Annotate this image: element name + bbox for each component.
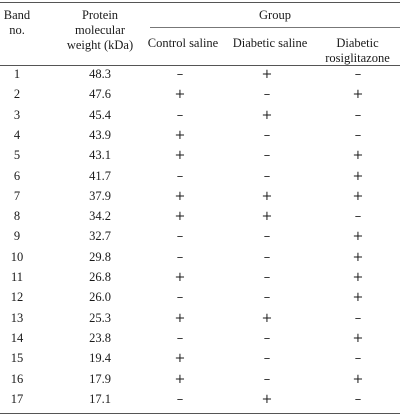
- diabetic-saline-cell: +: [261, 107, 273, 123]
- header-band-no: Band no.: [3, 8, 31, 37]
- diabetic-saline-cell: –: [263, 330, 271, 346]
- diabetic-rosiglitazone-cell: –: [354, 127, 362, 143]
- molecular-weight-cell: 29.8: [89, 249, 111, 264]
- diabetic-rosiglitazone-cell: +: [352, 168, 364, 184]
- control-saline-cell: +: [174, 209, 186, 225]
- molecular-weight-cell: 25.3: [89, 310, 111, 325]
- molecular-weight-cell: 17.1: [89, 391, 111, 406]
- control-saline-cell: +: [174, 270, 186, 285]
- band-number-cell: 7: [13, 188, 21, 203]
- band-number-cell: 9: [13, 229, 21, 244]
- molecular-weight-cell: 26.8: [89, 270, 111, 284]
- diabetic-rosiglitazone-cell: –: [354, 391, 362, 407]
- diabetic-saline-cell: –: [263, 270, 271, 285]
- diabetic-saline-cell: +: [261, 391, 273, 407]
- control-saline-cell: +: [174, 87, 186, 103]
- diabetic-saline-cell: +: [261, 209, 273, 225]
- header-diabetic-saline: Diabetic saline: [232, 36, 308, 50]
- molecular-weight-cell: 43.1: [89, 148, 111, 163]
- control-saline-cell: +: [174, 127, 186, 143]
- diabetic-rosiglitazone-cell: –: [354, 107, 362, 123]
- diabetic-saline-cell: –: [263, 351, 271, 367]
- header-diabetic-rosiglitazone: Diabetic rosiglitazone: [325, 36, 390, 65]
- molecular-weight-cell: 32.7: [89, 229, 111, 244]
- control-saline-cell: –: [176, 67, 184, 82]
- band-number-cell: 13: [10, 310, 24, 325]
- diabetic-rosiglitazone-cell: +: [352, 249, 364, 265]
- diabetic-rosiglitazone-cell: –: [354, 67, 362, 82]
- diabetic-saline-cell: –: [263, 87, 271, 103]
- molecular-weight-cell: 47.6: [89, 87, 111, 102]
- diabetic-saline-cell: +: [261, 67, 273, 82]
- diabetic-rosiglitazone-cell: –: [354, 209, 362, 225]
- control-saline-cell: –: [176, 107, 184, 123]
- header-group: Group: [259, 8, 291, 22]
- band-number-cell: 12: [10, 290, 24, 305]
- molecular-weight-cell: 37.9: [89, 188, 111, 203]
- diabetic-saline-cell: –: [263, 127, 271, 143]
- diabetic-saline-cell: –: [263, 229, 271, 245]
- band-number-cell: 8: [13, 209, 21, 224]
- group-underline: [150, 27, 400, 28]
- molecular-weight-cell: 23.8: [89, 330, 111, 345]
- diabetic-rosiglitazone-cell: +: [352, 188, 364, 204]
- diabetic-saline-cell: –: [263, 290, 271, 306]
- control-saline-cell: –: [176, 249, 184, 265]
- control-saline-cell: +: [174, 371, 186, 387]
- band-number-cell: 6: [13, 168, 21, 183]
- band-number-cell: 1: [13, 67, 21, 81]
- band-number-cell: 4: [13, 127, 21, 142]
- diabetic-rosiglitazone-cell: +: [352, 290, 364, 306]
- band-number-cell: 11: [10, 270, 24, 284]
- diabetic-rosiglitazone-cell: +: [352, 87, 364, 103]
- control-saline-cell: +: [174, 351, 186, 367]
- band-number-cell: 15: [10, 351, 24, 366]
- control-saline-cell: –: [176, 391, 184, 407]
- diabetic-rosiglitazone-cell: +: [352, 270, 364, 285]
- diabetic-rosiglitazone-cell: +: [352, 148, 364, 164]
- control-saline-cell: +: [174, 148, 186, 164]
- molecular-weight-cell: 19.4: [89, 351, 111, 366]
- diabetic-saline-cell: –: [263, 168, 271, 184]
- molecular-weight-cell: 43.9: [89, 127, 111, 142]
- diabetic-rosiglitazone-cell: –: [354, 351, 362, 367]
- band-number-cell: 2: [13, 87, 21, 102]
- band-number-cell: 17: [10, 391, 24, 406]
- control-saline-cell: –: [176, 290, 184, 306]
- molecular-weight-cell: 45.4: [89, 107, 111, 122]
- band-number-cell: 16: [10, 371, 24, 386]
- molecular-weight-cell: 34.2: [89, 209, 111, 224]
- control-saline-cell: +: [174, 188, 186, 204]
- diabetic-saline-cell: –: [263, 371, 271, 387]
- diabetic-rosiglitazone-cell: +: [352, 371, 364, 387]
- header-bottom-rule: [0, 65, 400, 66]
- diabetic-saline-cell: –: [263, 148, 271, 164]
- diabetic-saline-cell: +: [261, 310, 273, 326]
- control-saline-cell: –: [176, 330, 184, 346]
- control-saline-cell: +: [174, 310, 186, 326]
- header-control-saline: Control saline: [147, 36, 219, 50]
- diabetic-rosiglitazone-cell: +: [352, 330, 364, 346]
- header-protein-weight: Protein molecular weight (kDa): [66, 8, 134, 52]
- molecular-weight-cell: 41.7: [89, 168, 111, 183]
- diabetic-saline-cell: +: [261, 188, 273, 204]
- table-bottom-rule: [0, 413, 400, 414]
- band-number-cell: 3: [13, 107, 21, 122]
- molecular-weight-cell: 17.9: [89, 371, 111, 386]
- band-number-cell: 10: [10, 249, 24, 264]
- molecular-weight-cell: 48.3: [89, 67, 111, 81]
- control-saline-cell: –: [176, 229, 184, 245]
- molecular-weight-cell: 26.0: [89, 290, 111, 305]
- diabetic-saline-cell: –: [263, 249, 271, 265]
- band-number-cell: 5: [13, 148, 21, 163]
- control-saline-cell: –: [176, 168, 184, 184]
- diabetic-rosiglitazone-cell: –: [354, 310, 362, 326]
- band-number-cell: 14: [10, 330, 24, 345]
- diabetic-rosiglitazone-cell: +: [352, 229, 364, 245]
- table-top-rule: [0, 2, 400, 3]
